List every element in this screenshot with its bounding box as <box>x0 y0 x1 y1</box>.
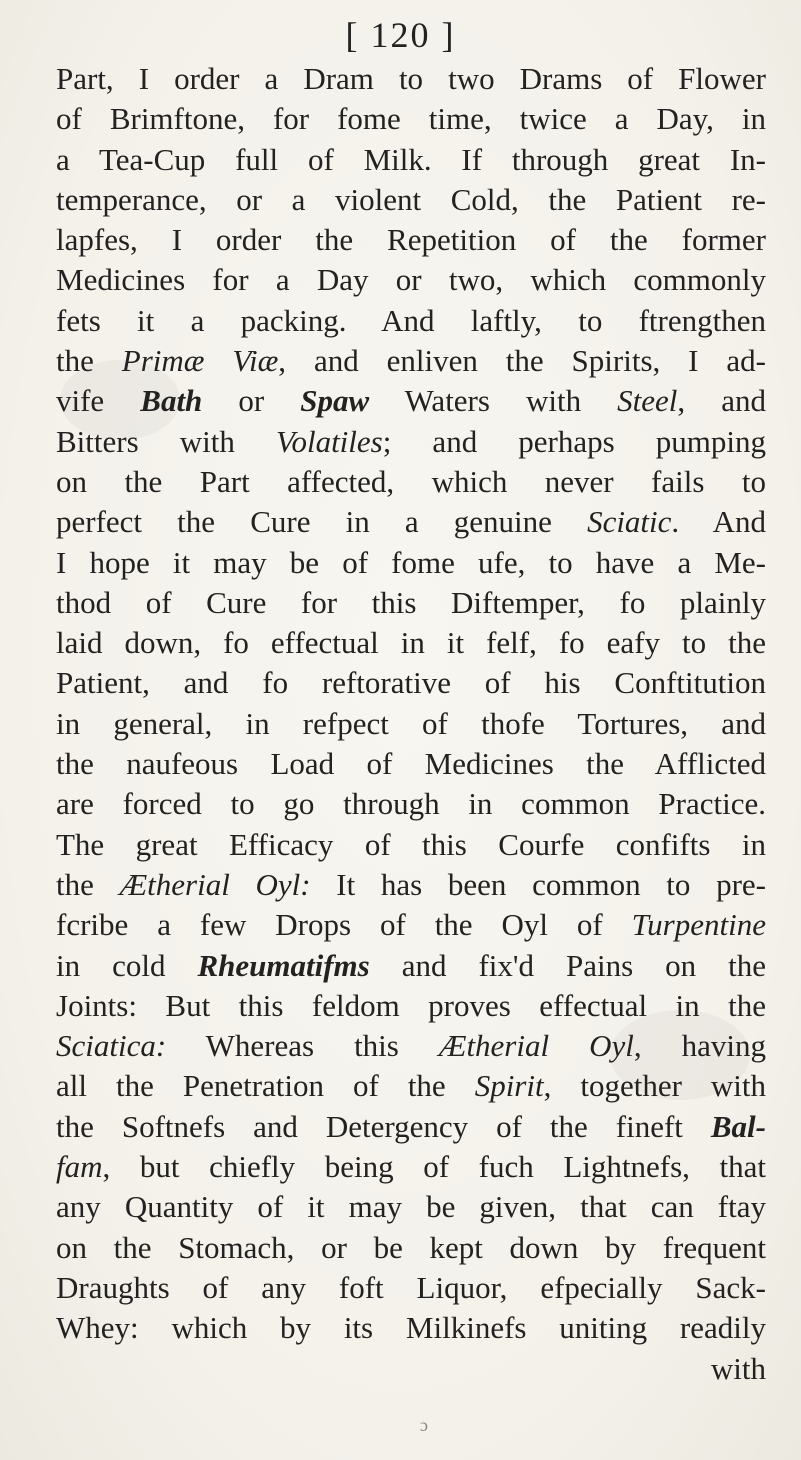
text-run: a Tea-Cup full of Milk. If through great In- <box>56 141 766 177</box>
text-run: or <box>202 383 301 419</box>
text-run: Spaw <box>300 383 370 419</box>
text-run: on the Stomach, or be kept down by frequent <box>56 1229 766 1265</box>
text-line <box>56 1066 766 1106</box>
text-run: the <box>56 866 120 902</box>
text-run: the Softnefs and Detergency of the fineft <box>56 1108 711 1144</box>
text-line <box>56 502 766 542</box>
text-line <box>56 1268 766 1308</box>
text-run: Steel <box>617 383 678 419</box>
text-run: lapfes, I order the Repetition of the former <box>56 222 766 258</box>
text-run: temperance, or a violent Cold, the Patient re- <box>56 181 766 217</box>
text-run: in cold <box>56 947 198 983</box>
page-mark: ɔ <box>420 1415 428 1435</box>
text-line <box>56 583 766 623</box>
text-line <box>56 1228 766 1268</box>
text-run: It has been common to pre- <box>310 866 767 902</box>
text-run: I hope it may be of fome ufe, to have a Me- <box>56 544 766 580</box>
text-run: and fix'd Pains on the <box>369 947 766 983</box>
text-run: of Brimftone, for fome time, twice a Day, in <box>56 101 766 137</box>
text-line <box>56 784 766 824</box>
text-run: Turpentine <box>631 907 766 943</box>
text-line <box>56 744 766 784</box>
text-line <box>56 341 766 381</box>
text-line <box>56 825 766 865</box>
text-run: , and <box>677 383 766 419</box>
text-run: perfect the Cure in a genuine <box>56 504 588 540</box>
text-run: fam <box>56 1149 103 1185</box>
text-line <box>56 623 766 663</box>
text-run: Whereas this <box>166 1028 439 1064</box>
text-run: Ætherial Oyl: <box>119 866 311 902</box>
text-line <box>56 1308 766 1348</box>
text-line <box>56 1147 766 1187</box>
text-line <box>56 220 766 260</box>
text-run: the <box>56 343 122 379</box>
text-run: with <box>710 1350 766 1386</box>
text-line <box>56 905 766 945</box>
text-run: The great Efficacy of this Courfe confifts in <box>56 826 766 862</box>
text-run: . And <box>671 504 766 540</box>
text-line <box>56 1349 766 1389</box>
text-line <box>56 986 766 1026</box>
text-line <box>56 663 766 703</box>
text-run: ; and perhaps pumping <box>382 423 766 459</box>
text-run: Bath <box>140 383 203 419</box>
text-run: vife <box>56 383 141 419</box>
text-run: Part, I order a Dram to two Drams of Flower <box>56 61 766 96</box>
text-run: , but chiefly being of fuch Lightnefs, that <box>102 1149 766 1185</box>
text-line <box>56 59 766 99</box>
text-line <box>56 1026 766 1066</box>
text-run: Bal- <box>710 1108 766 1144</box>
text-line <box>56 462 766 502</box>
text-run: Waters with <box>369 383 618 419</box>
text-line <box>56 260 766 300</box>
body-text <box>56 59 766 1389</box>
text-line <box>56 99 766 139</box>
text-run: Patient, and fo reftorative of his Conftitution <box>56 665 766 701</box>
text-line <box>56 180 766 220</box>
text-line <box>56 301 766 341</box>
text-run: , together with <box>543 1068 767 1104</box>
text-run: Rheumatifms <box>197 947 370 983</box>
text-run: , having <box>633 1028 767 1064</box>
text-run: the naufeous Load of Medicines the Afflicted <box>56 746 766 782</box>
text-line <box>56 422 766 462</box>
text-run: Draughts of any foft Liquor, efpecially Sack- <box>56 1269 766 1305</box>
text-run: Volatiles <box>275 423 383 459</box>
text-line <box>56 946 766 986</box>
text-run: are forced to go through in common Practice. <box>56 786 766 822</box>
text-run: on the Part affected, which never fails to <box>56 463 766 499</box>
text-run: in general, in refpect of thofe Tortures, and <box>56 705 766 741</box>
text-run: fets it a packing. And laftly, to ftrengthen <box>56 302 766 338</box>
text-run: thod of Cure for this Diftemper, fo plainly <box>56 584 766 620</box>
text-line <box>56 381 766 421</box>
text-run: fcribe a few Drops of the Oyl of <box>56 907 632 943</box>
page-number: [ 120 ] <box>345 15 456 55</box>
text-line <box>56 1107 766 1147</box>
text-line <box>56 1187 766 1227</box>
text-run: all the Penetration of the <box>56 1068 475 1104</box>
text-run: Bitters with <box>56 423 276 459</box>
text-line <box>56 704 766 744</box>
text-run: Sciatica: <box>56 1028 167 1064</box>
text-run: any Quantity of it may be given, that can ftay <box>56 1189 766 1225</box>
text-run: laid down, fo effectual in it felf, fo eafy to the <box>56 625 766 661</box>
text-line <box>56 543 766 583</box>
text-run: Whey: which by its Milkinefs uniting readily <box>56 1310 766 1346</box>
text-run: Primæ Viæ <box>121 343 279 379</box>
text-run: Sciatic <box>587 504 672 540</box>
text-run: , and enliven the Spirits, I ad- <box>278 343 766 379</box>
text-run: Joints: But this feldom proves effectual in the <box>56 987 766 1023</box>
text-run: Ætherial Oyl <box>438 1028 634 1064</box>
text-run: Spirit <box>474 1068 544 1104</box>
text-run: Medicines for a Day or two, which commonly <box>56 262 766 298</box>
text-line <box>56 865 766 905</box>
text-line <box>56 140 766 180</box>
